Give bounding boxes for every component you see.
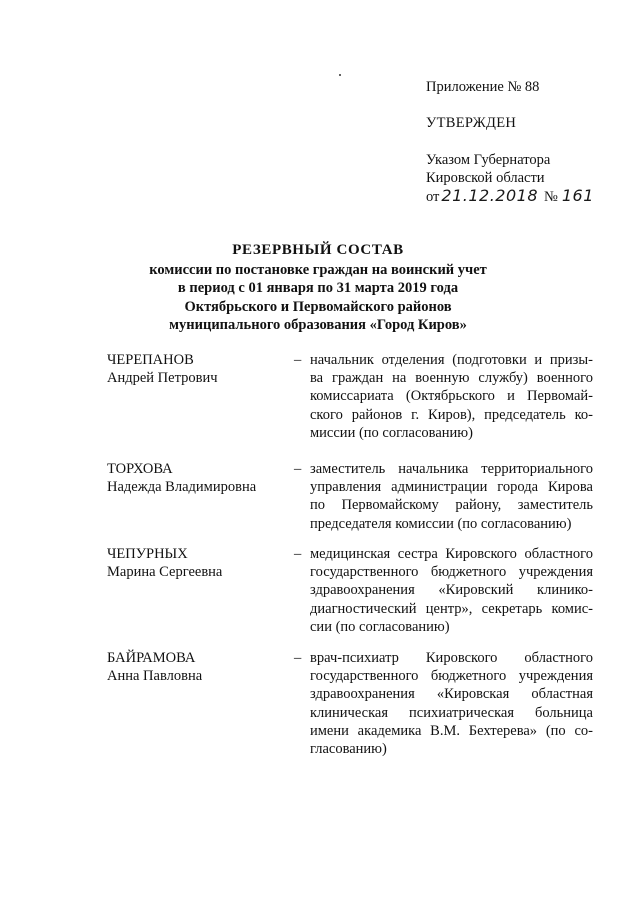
description-line: сии (по согласованию) [310,618,450,635]
approval-header [426,78,626,206]
decree-date-line [426,187,626,206]
member-name [107,460,287,496]
member-dash: – [294,461,302,477]
description-line: по Первомайскому району, заместитель [310,497,593,514]
decree-date-handwritten: 21.12.2018 [441,186,539,205]
description-line: медицинская сестра Кировского областного [310,546,593,562]
description-line: клиническая психиатрическая больница [310,704,593,721]
decree-line-1: Указом Губернатора [426,152,551,168]
description-line: управления администрации города Кирова [310,479,593,496]
member-description [310,649,593,758]
appendix-label: Приложение № 88 [426,79,540,95]
description-line: председателя комиссии (по согласованию) [310,515,572,532]
member-name [107,545,287,581]
member-description [310,545,593,636]
member-surname: БАЙРАМОВА [107,650,196,666]
decree-line-2: Кировской области [426,170,545,186]
description-line: государственного бюджетного учреждения [310,564,593,581]
member-description [310,351,593,442]
member-dash: – [294,352,302,368]
title-line-1: комиссии по постановке граждан на воинский учет [149,261,487,278]
description-line: государственного бюджетного учреждения [310,668,593,685]
title-line-2: в период с 01 января по 31 марта 2019 года [177,280,459,296]
description-line: комиссариата (Октябрьского и Первомай- [310,388,593,405]
decree-from: от [426,189,440,205]
member-dash: – [294,546,302,562]
description-line: миссии (по согласованию) [310,424,473,441]
member-surname: ТОРХОВА [107,461,173,477]
member-given-name: Марина Сергеевна [107,564,223,581]
description-line: гласованию) [310,741,387,758]
document-title [100,241,536,335]
scan-speck [339,74,341,76]
member-given-name: Надежда Владимировна [107,479,257,496]
member-given-name: Андрей Петрович [107,370,218,387]
description-line: диагностический центр», секретарь комис- [310,600,593,617]
description-line: врач-психиатр Кировского областного [310,650,593,666]
description-line: начальник отделения (подготовки и призы- [310,352,593,368]
description-line: имени академика В.М. Бехтерева» (по со- [310,722,593,739]
title-line-3: Октябрьского и Первомайского районов [184,298,452,315]
description-line: здравоохранения «Кировский клинико- [310,582,593,599]
description-line: ва граждан на военную службу) военного [310,370,593,387]
member-surname: ЧЕПУРНЫХ [107,546,188,562]
title-main: РЕЗЕРВНЫЙ СОСТАВ [232,242,404,258]
approved-label: УТВЕРЖДЕН [426,115,517,131]
member-name [107,649,287,685]
member-dash: – [294,650,302,666]
decree-number-handwritten: 161 [561,186,594,205]
decree-number-sign: № [544,189,558,205]
description-line: заместитель начальника территориального [310,461,593,477]
member-description [310,460,593,533]
description-line: ского районов г. Киров), председатель ко- [310,406,593,423]
member-given-name: Анна Павловна [107,668,203,685]
member-surname: ЧЕРЕПАНОВ [107,352,194,368]
member-name [107,351,287,387]
description-line: здравоохранения «Кировская областная [310,686,593,703]
title-line-4: муниципального образования «Город Киров» [169,317,467,333]
